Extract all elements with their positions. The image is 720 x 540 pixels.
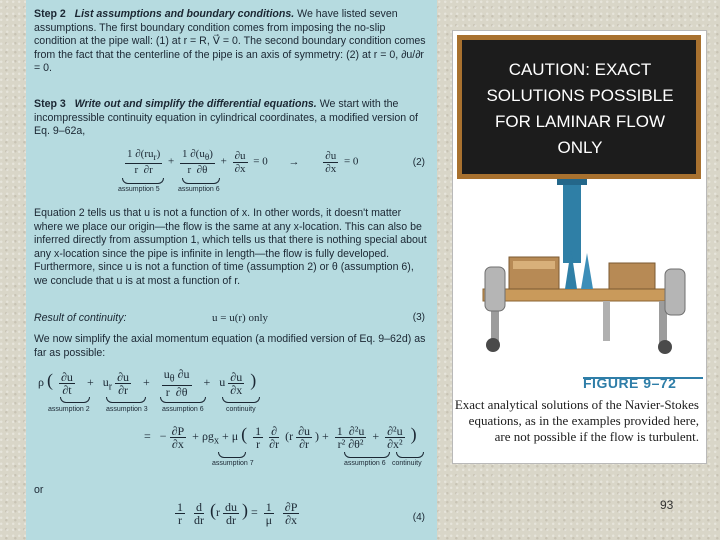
brace-t4 xyxy=(222,397,260,403)
result-label: Result of continuity: xyxy=(34,312,127,324)
or-word: or xyxy=(34,484,44,496)
brace-t1 xyxy=(60,397,90,403)
eq2-label-a: assumption 5 xyxy=(118,186,160,193)
wheel-right xyxy=(658,340,672,354)
paragraph-3 xyxy=(34,333,430,360)
brace-theta xyxy=(344,452,390,458)
brace-assumption-a xyxy=(122,178,164,184)
equipment-box-right xyxy=(609,263,655,289)
result-line xyxy=(34,312,430,326)
sign-post xyxy=(563,179,581,263)
momentum-lhs: ρ ( $\frac{\partial u}{\partial t}$ + $u_r$ $\frac{\partial u}{\partial r}$ + $\frac{u_\theta \partial u}{r \partial\theta}$ + u $\frac{\partial u}{\partial x}$ ) xyxy=(38,367,257,400)
result-expression: u = u(r) only xyxy=(212,312,268,324)
eq3-number: (3) xyxy=(412,312,425,323)
step3-title: Write out and simplify the differential equations. xyxy=(74,98,317,110)
step3-body: We start with the incompressible continuity equation in cylindrical coordinates, a modified version of Eq. 9–62a, xyxy=(34,98,418,138)
bench-top xyxy=(483,289,675,301)
paragraph-3-text: We now simplify the axial momentum equation (a modified version of Eq. 9–62d) as far as possible: xyxy=(34,333,426,359)
sign-line-1: CAUTION: EXACT xyxy=(508,60,652,79)
blue-fin-2 xyxy=(581,253,593,289)
step3-heading: Step 3 xyxy=(34,98,66,110)
sign-line-4: ONLY xyxy=(557,138,603,157)
sign-line-2: SOLUTIONS POSSIBLE xyxy=(486,86,674,105)
eq2-label-b: assumption 6 xyxy=(178,186,220,193)
brace-xx xyxy=(396,452,424,458)
wheel-left xyxy=(486,338,500,352)
continuity-equation: $\frac{1 \partial(ru_r)}{r \partial r}$ + $\frac{1 \partial(u_\theta)}{r \partial\theta}$ + $\frac{\partial u}{\partial x}$ = 0 → $\frac{\partial u}{\partial x}$ = 0 xyxy=(127,148,359,177)
momentum-label-5: assumption 7 xyxy=(212,460,254,467)
momentum-rhs: = − $\frac{\partial P}{\partial x}$ + $\rho g_x + \mu$ ( $\frac{1}{r}$ $\frac{\partial}{\partial r}$ (r $\frac{\partial u}{\partial r}$ ) + $\frac{\text{1 ∂²u}}{\text{r² ∂θ²}}$ + $\frac{\text{∂²u}}{\text{∂x²}}$ ) xyxy=(144,423,417,451)
momentum-label-4: continuity xyxy=(226,406,256,413)
momentum-label-1: assumption 2 xyxy=(48,406,90,413)
figure-caption: Exact analytical solutions of the Navier-Stokes equations, as in the examples provided here, are not possible if the flow is turbulent. xyxy=(454,397,699,444)
equation-4: $\frac{1}{r}$ $\frac{d}{dr}$ (r $\frac{du}{dr}$ ) = $\frac{1}{\mu}$ $\frac{\partial P}{\partial x}$ xyxy=(177,499,298,527)
figure-9-72 xyxy=(452,30,707,464)
brace-t3 xyxy=(160,397,206,403)
paragraph-2-text: Equation 2 tells us that u is not a function of x. In other words, it doesn't matter where we place our origin—the flow is the same at any x-location. This can also be inferred directly from assumption 1, which tells us that there is nothing special about any x-location since the pipe is infinite in length—the flow is fully developed. Furthermore, since u is not a function of time (assumption 2) or θ (assumption 6), we conclude that u is at most a function of r. xyxy=(34,207,427,287)
brace-assumption-b xyxy=(182,178,220,184)
eq2-number: (2) xyxy=(412,157,425,168)
cylinder-right xyxy=(665,269,685,315)
eq4-number: (4) xyxy=(412,512,425,523)
step2-paragraph xyxy=(34,8,430,76)
paragraph-2 xyxy=(34,207,430,289)
step2-body: We have listed seven assumptions. The first boundary condition comes from imposing the no-slip condition at the pipe wall: (1) at r = R, V⃗ = 0. The second boundary condition comes from the fact that the centerline of the pipe is an axis of symmetry: (2) at r = 0, ∂u/∂r = 0. xyxy=(34,8,426,75)
sign-line-3: FOR LAMINAR FLOW xyxy=(494,112,666,131)
momentum-label-7: continuity xyxy=(392,460,422,467)
implies-arrow: → xyxy=(288,155,300,168)
step2-heading: Step 2 xyxy=(34,8,66,20)
slide-page-number: 93 xyxy=(660,498,674,512)
caution-sign-illustration xyxy=(453,31,706,371)
cylinder-left xyxy=(485,267,505,311)
figure-label: FIGURE 9–72 xyxy=(583,375,677,391)
momentum-label-6: assumption 6 xyxy=(344,460,386,467)
rho-symbol: ρ xyxy=(38,374,44,389)
momentum-label-2: assumption 3 xyxy=(106,406,148,413)
momentum-label-3: assumption 6 xyxy=(162,406,204,413)
step2-title: List assumptions and boundary conditions. xyxy=(74,8,295,20)
step3-paragraph xyxy=(34,98,430,139)
textbook-page xyxy=(26,0,437,540)
brace-t2 xyxy=(106,397,146,403)
brace-gx xyxy=(218,452,246,458)
